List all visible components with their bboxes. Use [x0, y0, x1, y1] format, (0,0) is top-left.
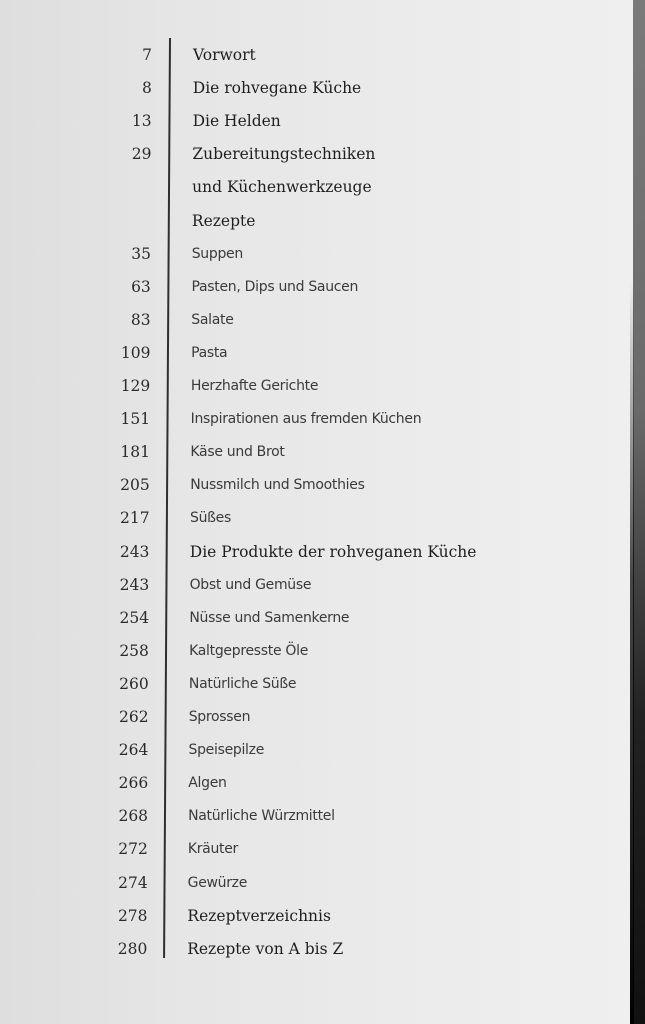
toc-entry-title: Gewürze [187, 874, 248, 891]
toc-entry-title: Natürliche Süße [188, 675, 297, 692]
toc-page-number: 262 [118, 708, 149, 726]
toc-page-number: 8 [141, 79, 152, 98]
toc-entry [0, 605, 633, 631]
toc-entry-title: Obst und Gemüse [189, 576, 312, 593]
toc-page-number: 243 [119, 575, 150, 594]
toc-entry-title: Rezepte von A bis Z [187, 939, 344, 958]
toc-entry [0, 472, 633, 498]
toc-entry-title: Rezepte [191, 211, 256, 230]
toc-entry-title: Herzhafte Gerichte [190, 378, 319, 394]
toc-entry [0, 208, 633, 234]
toc-entry [0, 803, 633, 829]
toc-entry-title: Algen [188, 775, 227, 792]
toc-entry [0, 141, 633, 167]
toc-page-number: 109 [120, 343, 151, 362]
toc-entry [0, 406, 633, 432]
toc-page-number: 274 [118, 873, 148, 892]
toc-entry-title: Kräuter [187, 841, 238, 858]
toc-page-number: 63 [131, 277, 151, 296]
toc-entry-title: Die Produkte der rohveganen Küche [189, 542, 477, 561]
toc-entry [0, 638, 633, 664]
toc-entry [0, 836, 633, 862]
toc-entry [0, 770, 633, 796]
toc-page-number: 268 [118, 807, 149, 826]
toc-entry [0, 307, 633, 333]
toc-page-number: 35 [131, 244, 151, 263]
toc-entry [0, 373, 633, 399]
toc-page-number: 243 [119, 542, 150, 561]
toc-page-number: 29 [131, 145, 152, 164]
toc-page-number: 272 [118, 840, 148, 859]
toc-entry-title: Suppen [191, 245, 243, 262]
toc-page-number: 83 [130, 310, 151, 329]
toc-entry-title: Nüsse und Samenkerne [189, 609, 350, 626]
toc-entry-title: Salate [191, 311, 234, 328]
toc-entry-title: Pasten, Dips und Saucen [191, 278, 359, 295]
toc-entry-title: Inspirationen aus fremden Küchen [190, 411, 422, 428]
toc-entry-title: Kaltgepresste Öle [189, 642, 309, 659]
toc-page-number: 280 [117, 939, 148, 958]
toc-page-number: 278 [117, 906, 148, 925]
toc-entry [0, 737, 633, 763]
toc-entry-title: Sprossen [188, 709, 251, 725]
toc-entry-title: Die Helden [192, 112, 281, 131]
toc-entry-title: Zubereitungstechniken [192, 145, 376, 164]
toc-entry [0, 505, 633, 531]
toc-entry [0, 439, 633, 465]
toc-entry [0, 174, 633, 200]
toc-entry [0, 340, 633, 366]
toc-page-number: 151 [120, 410, 151, 429]
toc-entry-title: Die rohvegane Küche [192, 79, 362, 98]
toc-entry [0, 936, 633, 962]
toc-entry-title: Pasta [191, 344, 228, 361]
toc-page-number: 129 [120, 377, 151, 395]
toc-entry [0, 108, 633, 134]
toc-entry-title: Süßes [190, 510, 231, 527]
toc-page-number: 181 [120, 443, 150, 462]
toc-entry [0, 274, 633, 300]
toc-entry [0, 572, 633, 598]
toc-entry-title: Natürliche Würzmittel [188, 808, 335, 825]
toc-page-number: 264 [118, 741, 149, 760]
toc-entry-title: Käse und Brot [190, 444, 285, 461]
toc-page-number: 205 [120, 476, 150, 495]
toc-entry [0, 42, 633, 68]
toc-page-number: 13 [131, 112, 152, 131]
page-edge-background [633, 0, 645, 1024]
toc-entry [0, 870, 633, 896]
toc-page-number: 266 [118, 774, 149, 793]
toc-page-number: 254 [119, 608, 150, 627]
toc-page-number: 7 [142, 46, 152, 64]
toc-page-number: 217 [120, 509, 150, 528]
toc-entry-title: Speisepilze [188, 742, 265, 759]
toc-entry-title: und Küchenwerkzeuge [192, 178, 372, 197]
toc-page-number: 258 [119, 641, 149, 660]
toc-page-number: 260 [119, 674, 149, 693]
toc-entry [0, 704, 633, 730]
toc-entry-title: Rezeptverzeichnis [187, 906, 331, 925]
toc-entry [0, 671, 633, 697]
toc-entry [0, 539, 633, 565]
toc-entry-title: Vorwort [193, 46, 256, 64]
toc-entry [0, 903, 633, 929]
toc-entry-title: Nussmilch und Smoothies [190, 477, 365, 494]
toc-entry [0, 75, 633, 101]
toc-entry [0, 241, 633, 267]
